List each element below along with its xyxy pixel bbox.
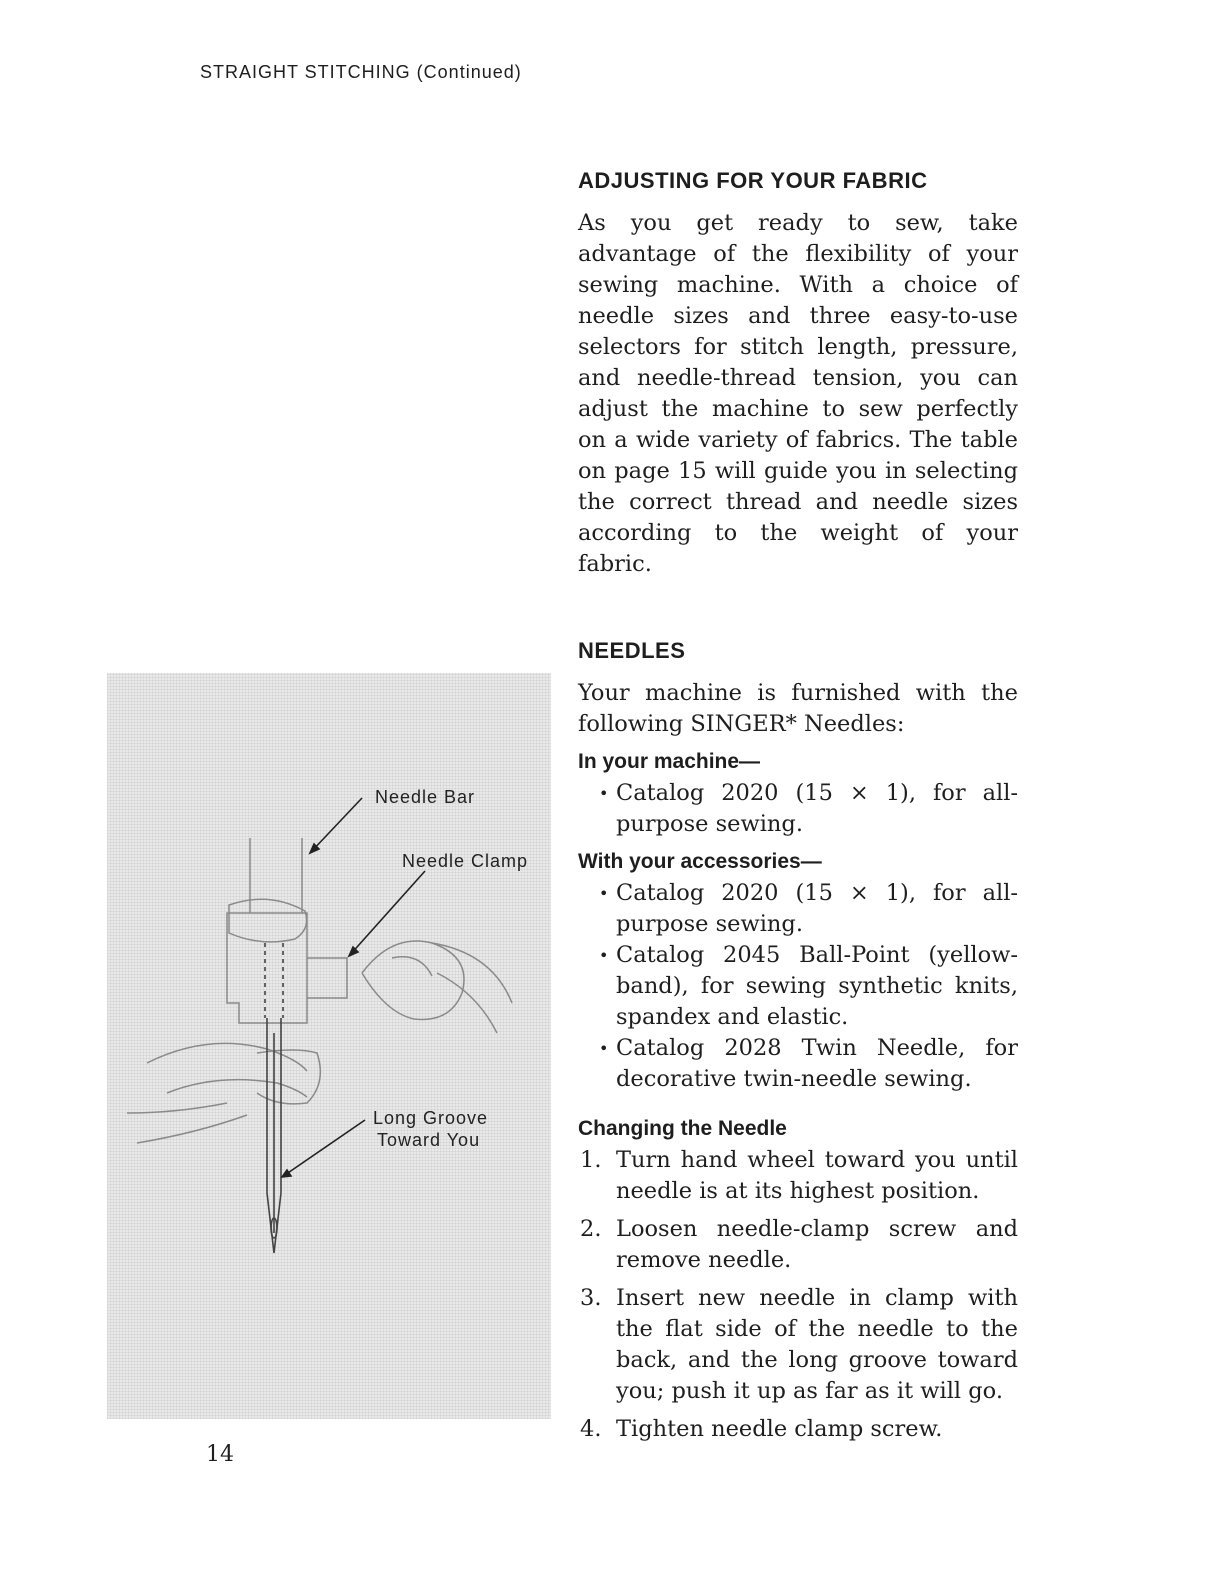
list-item (578, 1214, 1018, 1276)
running-head: STRAIGHT STITCHING (Continued) (200, 62, 522, 82)
adjusting-section (578, 168, 1018, 580)
step-text: Turn hand wheel toward you until needle is at its highest position. (616, 1147, 1018, 1204)
step-number: 1. (580, 1147, 602, 1173)
list-item: • Catalog 2045 Ball-Point (yellow-band), for sewing synthetic knits, spandex and elastic. (616, 940, 1018, 1033)
step-number: 3. (580, 1285, 602, 1311)
long-groove-label: Long Groove (373, 1108, 489, 1128)
needles-title: NEEDLES (578, 638, 686, 663)
list-item: • Catalog 2020 (15 × 1), for all-purpose sewing. (616, 778, 1018, 840)
list-item (578, 1145, 1018, 1207)
page-number: 14 (206, 1442, 234, 1467)
in-machine-heading: In your machine— (578, 750, 761, 773)
needle-drawing (107, 673, 551, 1419)
step-text: Insert new needle in clamp with the flat side of the needle to the back, and the long groove toward you; push it up as far as it will go. (616, 1285, 1018, 1404)
text-column (578, 168, 1018, 1452)
changing-needle-steps (578, 1145, 1018, 1445)
needle-illustration (107, 673, 551, 1419)
changing-needle-heading: Changing the Needle (578, 1117, 787, 1140)
needle-bar-label: Needle Bar (375, 787, 476, 807)
list-item: • Catalog 2020 (15 × 1), for all-purpose sewing. (616, 878, 1018, 940)
step-number: 2. (580, 1216, 602, 1242)
list-item: • Catalog 2028 Twin Needle, for decorative twin-needle sewing. (616, 1033, 1018, 1095)
step-text: Tighten needle clamp screw. (616, 1416, 943, 1442)
needles-intro: Your machine is furnished with the following SINGER* Needles: (578, 680, 1018, 737)
list-item (578, 1283, 1018, 1407)
needles-section (578, 638, 1018, 1445)
adjusting-body: As you get ready to sew, take advantage of the flexibility of your sewing machine. With a choice of needle sizes and three easy-to-use selectors for stitch length, pressure, and needle-thread tension, you can adjust the machine to sew perfectly on a wide variety of fabrics. The table on page 15 will guide you in selecting the correct thread and needle sizes according to the weight of your fabric. (578, 210, 1018, 577)
needle-clamp-label: Needle Clamp (402, 851, 529, 871)
list-item (578, 1414, 1018, 1445)
toward-you-label: Toward You (377, 1130, 481, 1150)
with-accessories-heading: With your accessories— (578, 850, 822, 873)
adjusting-title: ADJUSTING FOR YOUR FABRIC (578, 168, 928, 193)
in-machine-list (578, 778, 1018, 840)
step-number: 4. (580, 1416, 602, 1442)
step-text: Loosen needle-clamp screw and remove needle. (616, 1216, 1018, 1273)
with-accessories-list (578, 878, 1018, 1095)
